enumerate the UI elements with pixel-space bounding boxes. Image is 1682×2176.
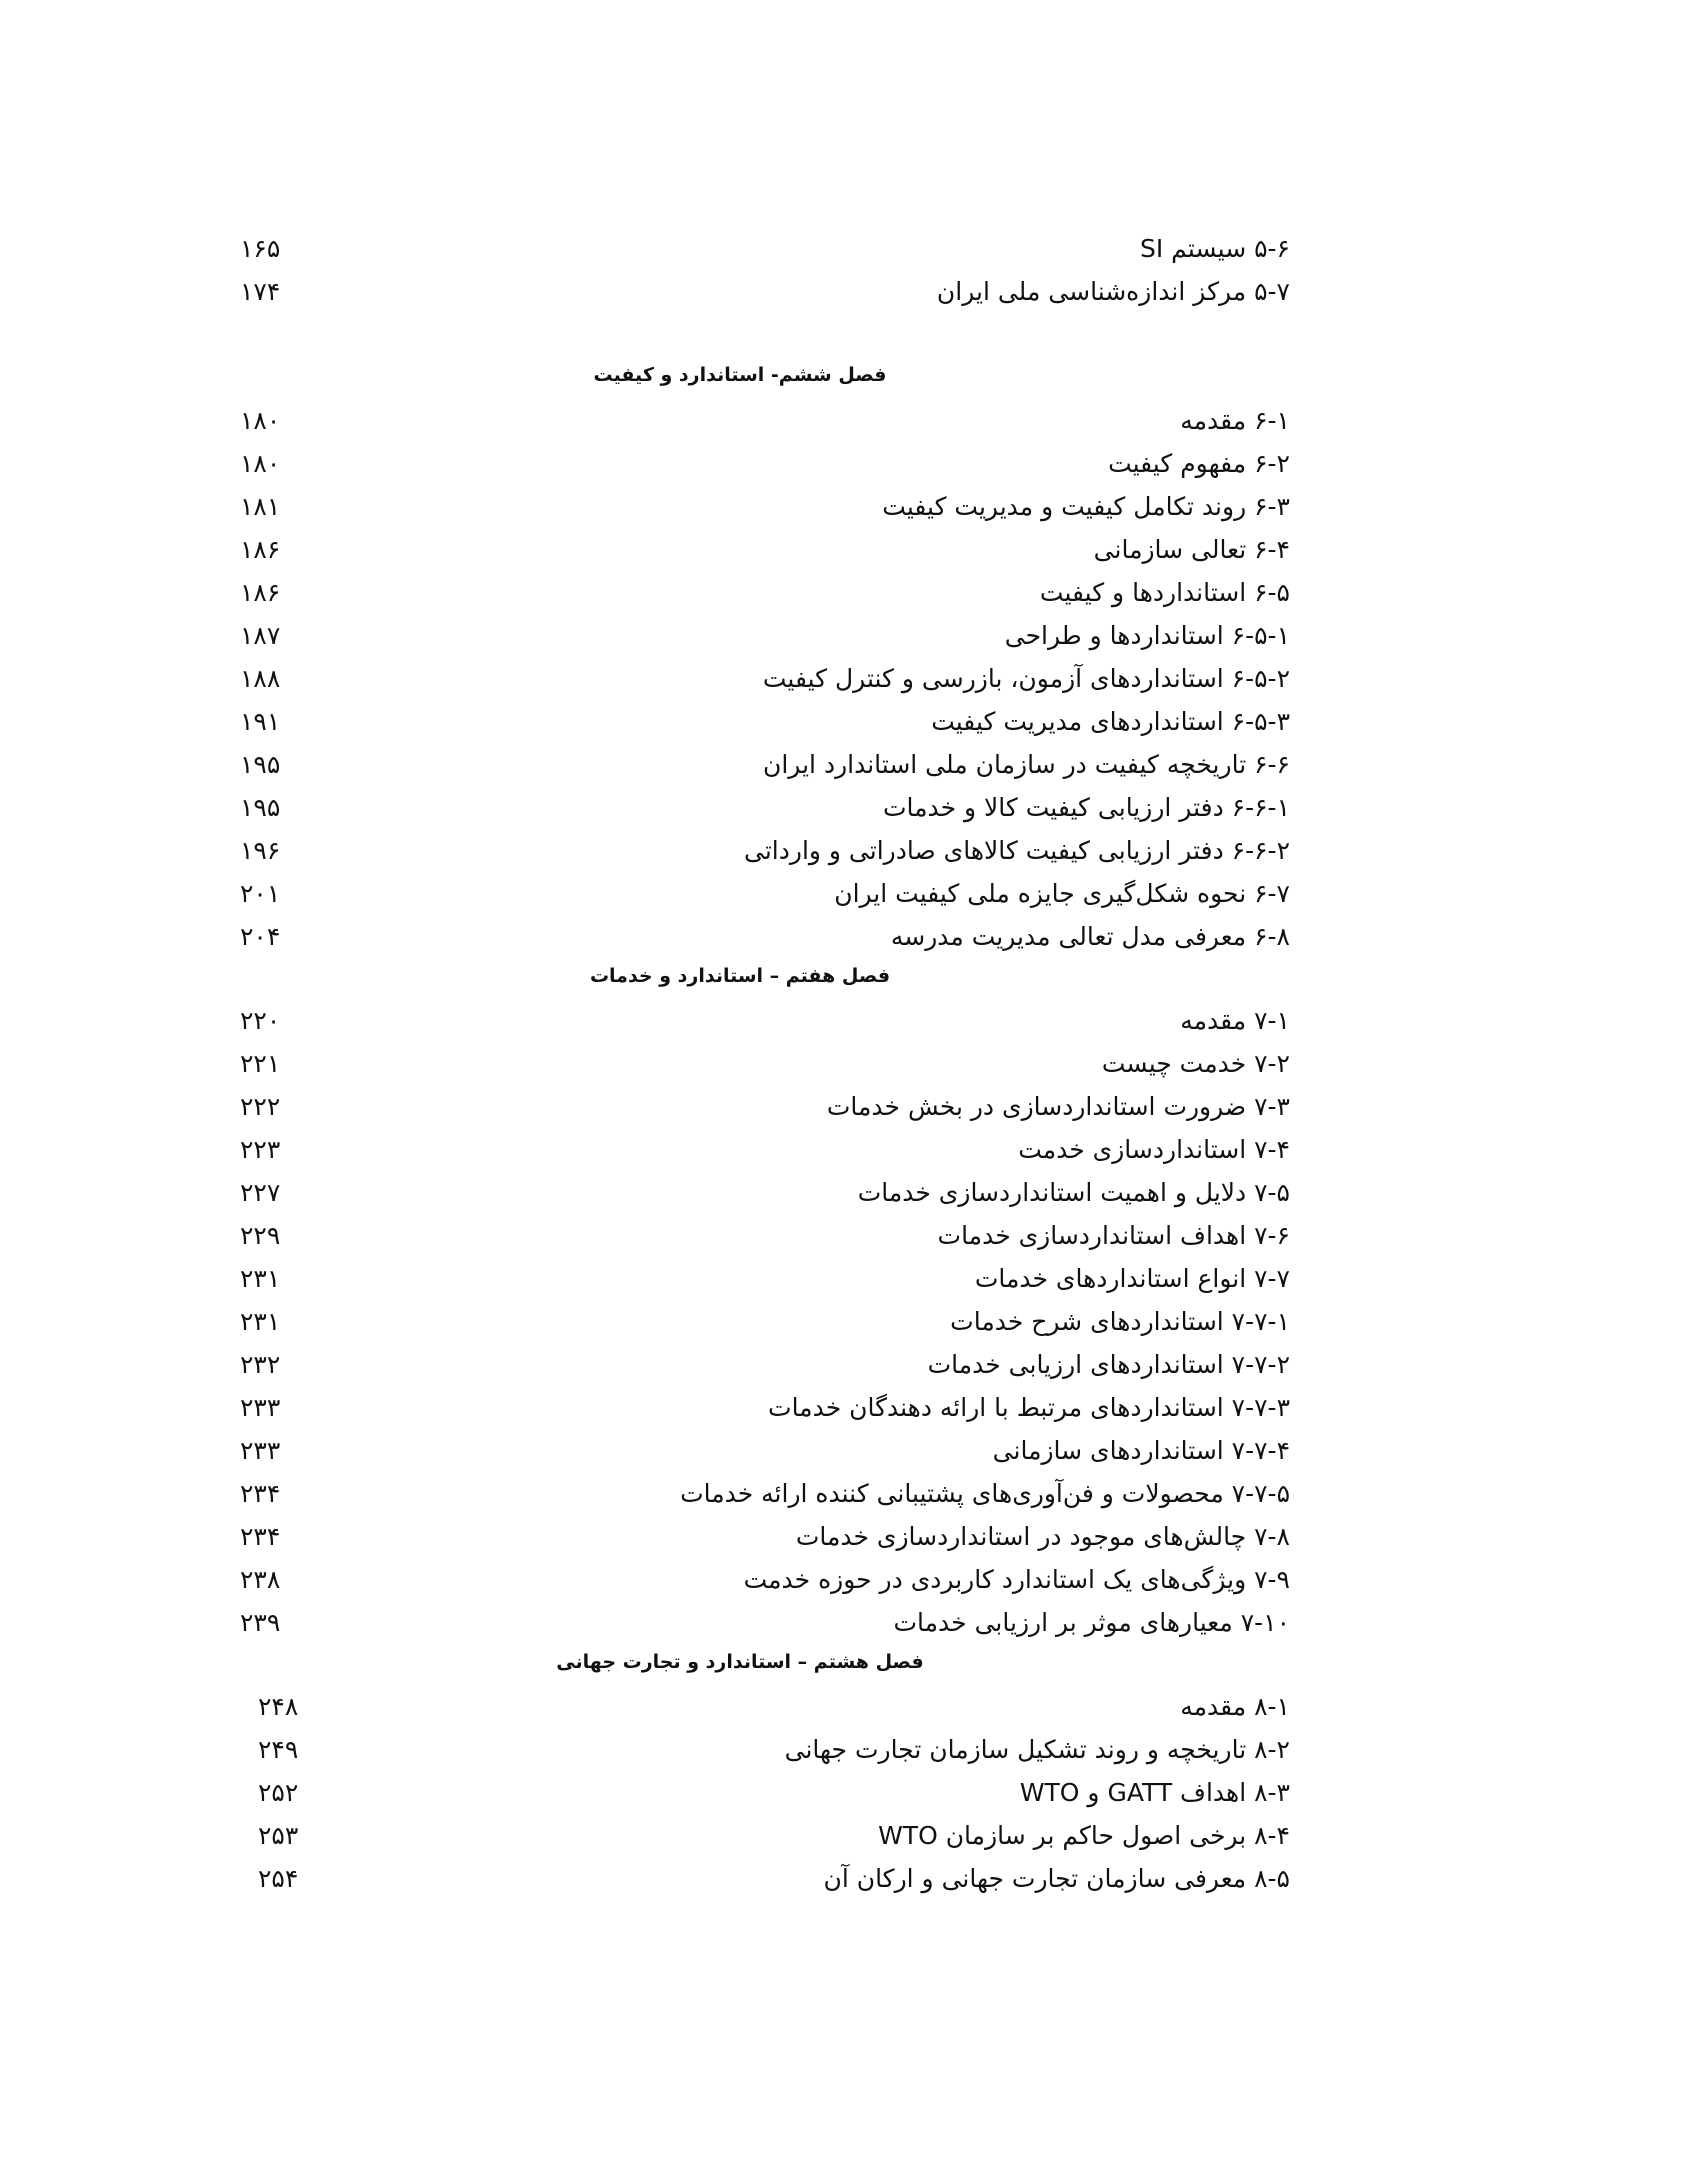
toc-entry-8-2 [240,1729,1290,1771]
toc-entry-page: ۱۹۱ [240,707,281,736]
toc-entry-title: ۵-۷ مرکز اندازه‌شناسی ملی ایران [936,277,1290,306]
toc-entry-title: ۶-۵ استانداردها و کیفیت [1039,578,1290,607]
toc-entry-title: ۸-۳ اهداف GATT و WTO [1019,1778,1290,1807]
toc-entry-title: ۷-۸ چالش‌های موجود در استانداردسازی خدمات [795,1522,1290,1551]
toc-entry-title: ۷-۱۰ معیارهای موثر بر ارزیابی خدمات [893,1608,1290,1637]
toc-entry-page: ۲۲۹ [240,1221,281,1250]
toc-entry-title: ۶-۶-۲ دفتر ارزیابی کیفیت کالاهای صادراتی و وارداتی [744,836,1290,865]
toc-entry-title: ۷-۷-۱ استانداردهای شرح خدمات [950,1307,1290,1336]
toc-entry-title: ۵-۶ سیستم SI [1139,234,1290,263]
toc-entry-page: ۲۵۳ [258,1821,299,1850]
toc-entry-page: ۱۸۱ [240,492,281,521]
toc-entry-page: ۱۹۵ [240,793,281,822]
toc-entry-page: ۲۲۱ [240,1049,281,1078]
toc-entry-7-4 [240,1129,1290,1171]
toc-entry-5-7 [240,271,1290,313]
toc-entry-6-5-2 [240,658,1290,700]
toc-entry-title: ۷-۴ استانداردسازی خدمت [1018,1135,1290,1164]
toc-entry-title: ۷-۲ خدمت چیست [1101,1049,1290,1078]
toc-entry-page: ۱۸۸ [240,664,281,693]
toc-entry-7-2 [240,1043,1290,1085]
toc-entry-page: ۲۴۹ [258,1735,299,1764]
toc-entry-page: ۱۸۶ [240,578,281,607]
toc-entry-page: ۲۳۳ [240,1436,281,1465]
toc-entry-7-7-1 [240,1301,1290,1343]
toc-entry-8-3 [240,1772,1290,1814]
chapter-heading-text: فصل ششم- استاندارد و کیفیت [593,364,887,386]
toc-entry-title: ۸-۵ معرفی سازمان تجارت جهانی و ارکان آن [823,1864,1290,1893]
toc-entry-page: ۲۴۸ [258,1692,299,1721]
toc-entry-page: ۲۵۴ [258,1864,299,1893]
toc-entry-page: ۲۳۱ [240,1264,281,1293]
toc-entry-title: ۶-۵-۱ استانداردها و طراحی [1004,621,1290,650]
toc-entry-6-4 [240,529,1290,571]
toc-entry-7-1 [240,1000,1290,1042]
toc-entry-7-3 [240,1086,1290,1128]
toc-entry-title: ۸-۲ تاریخچه و روند تشکیل سازمان تجارت جهانی [784,1735,1290,1764]
toc-entry-title: ۷-۳ ضرورت استانداردسازی در بخش خدمات [826,1092,1290,1121]
chapter-heading-text: فصل هشتم – استاندارد و تجارت جهانی [556,1651,924,1673]
toc-entry-6-3 [240,486,1290,528]
toc-entry-6-1 [240,400,1290,442]
chapter-6-heading [240,357,1290,393]
toc-entry-title: ۶-۸ معرفی مدل تعالی مدیریت مدرسه [890,922,1290,951]
toc-entry-7-7-2 [240,1344,1290,1386]
toc-entry-7-7-3 [240,1387,1290,1429]
toc-entry-title: ۶-۷ نحوه شکل‌گیری جایزه ملی کیفیت ایران [834,879,1290,908]
chapter-8-heading [240,1644,1290,1680]
toc-entry-page: ۲۰۴ [240,922,281,951]
toc-entry-title: ۷-۷-۴ استانداردهای سازمانی [992,1436,1290,1465]
toc-entry-title: ۶-۳ روند تکامل کیفیت و مدیریت کیفیت [882,492,1290,521]
toc-entry-8-1 [240,1686,1290,1728]
chapter-7-heading [240,958,1290,994]
toc-entry-page: ۱۸۷ [240,621,281,650]
toc-entry-title: ۷-۵ دلایل و اهمیت استانداردسازی خدمات [857,1178,1290,1207]
toc-entry-page: ۲۲۲ [240,1092,281,1121]
toc-entry-7-7-5 [240,1473,1290,1515]
toc-entry-page: ۲۳۲ [240,1350,281,1379]
toc-entry-page: ۲۳۴ [240,1479,281,1508]
toc-entry-title: ۷-۶ اهداف استانداردسازی خدمات [937,1221,1290,1250]
toc-entry-6-5 [240,572,1290,614]
toc-entry-page: ۱۸۰ [240,406,281,435]
toc-entry-page: ۱۷۴ [240,277,281,306]
toc-entry-title: ۷-۷ انواع استانداردهای خدمات [974,1264,1290,1293]
toc-entry-7-7 [240,1258,1290,1300]
chapter-heading-text: فصل هفتم – استاندارد و خدمات [589,965,891,987]
toc-entry-page: ۱۹۵ [240,750,281,779]
toc-entry-6-2 [240,443,1290,485]
toc-entry-title: ۶-۵-۳ استانداردهای مدیریت کیفیت [931,707,1290,736]
toc-entry-page: ۱۸۶ [240,535,281,564]
toc-entry-page: ۲۳۹ [240,1608,281,1637]
toc-entry-page: ۲۲۳ [240,1135,281,1164]
toc-entry-6-8 [240,916,1290,958]
toc-entry-7-8 [240,1516,1290,1558]
toc-entry-7-7-4 [240,1430,1290,1472]
toc-entry-title: ۶-۴ تعالی سازمانی [1093,535,1290,564]
toc-entry-title: ۷-۷-۲ استانداردهای ارزیابی خدمات [927,1350,1290,1379]
toc-entry-5-6 [240,228,1290,270]
toc-entry-7-9 [240,1559,1290,1601]
toc-entry-page: ۲۵۲ [258,1778,299,1807]
toc-entry-8-4 [240,1815,1290,1857]
toc-entry-title: ۶-۶ تاریخچه کیفیت در سازمان ملی استاندارد ایران [763,750,1290,779]
toc-entry-8-5 [240,1858,1290,1900]
toc-entry-page: ۱۸۰ [240,449,281,478]
toc-entry-6-6-1 [240,787,1290,829]
toc-entry-title: ۶-۲ مفهوم کیفیت [1108,449,1290,478]
toc-entry-page: ۲۳۸ [240,1565,281,1594]
toc-entry-6-5-1 [240,615,1290,657]
toc-entry-6-6-2 [240,830,1290,872]
toc-entry-title: ۶-۵-۲ استانداردهای آزمون، بازرسی و کنترل کیفیت [762,664,1290,693]
toc-entry-page: ۱۶۵ [240,234,281,263]
toc-entry-title: ۷-۷-۵ محصولات و فن‌آوری‌های پشتیبانی کننده ارائه خدمات [680,1479,1290,1508]
toc-entry-title: ۸-۱ مقدمه [1180,1692,1290,1721]
toc-entry-page: ۱۹۶ [240,836,281,865]
toc-entry-title: ۸-۴ برخی اصول حاکم بر سازمان WTO [878,1821,1290,1850]
toc-entry-7-10 [240,1602,1290,1644]
toc-entry-page: ۲۳۴ [240,1522,281,1551]
toc-entry-7-5 [240,1172,1290,1214]
toc-entry-title: ۷-۱ مقدمه [1180,1006,1290,1035]
toc-entry-page: ۲۳۱ [240,1307,281,1336]
toc-entry-page: ۲۲۷ [240,1178,281,1207]
toc-entry-title: ۶-۱ مقدمه [1180,406,1290,435]
toc-entry-6-6 [240,744,1290,786]
toc-entry-title: ۷-۹ ویژگی‌های یک استاندارد کاربردی در حوزه خدمت [743,1565,1290,1594]
toc-entry-title: ۶-۶-۱ دفتر ارزیابی کیفیت کالا و خدمات [882,793,1290,822]
toc-entry-6-7 [240,873,1290,915]
toc-entry-6-5-3 [240,701,1290,743]
toc-entry-page: ۲۳۳ [240,1393,281,1422]
toc-entry-7-6 [240,1215,1290,1257]
toc-entry-page: ۲۰۱ [240,879,281,908]
toc-entry-title: ۷-۷-۳ استانداردهای مرتبط با ارائه دهندگان خدمات [768,1393,1290,1422]
toc-entry-page: ۲۲۰ [240,1006,281,1035]
